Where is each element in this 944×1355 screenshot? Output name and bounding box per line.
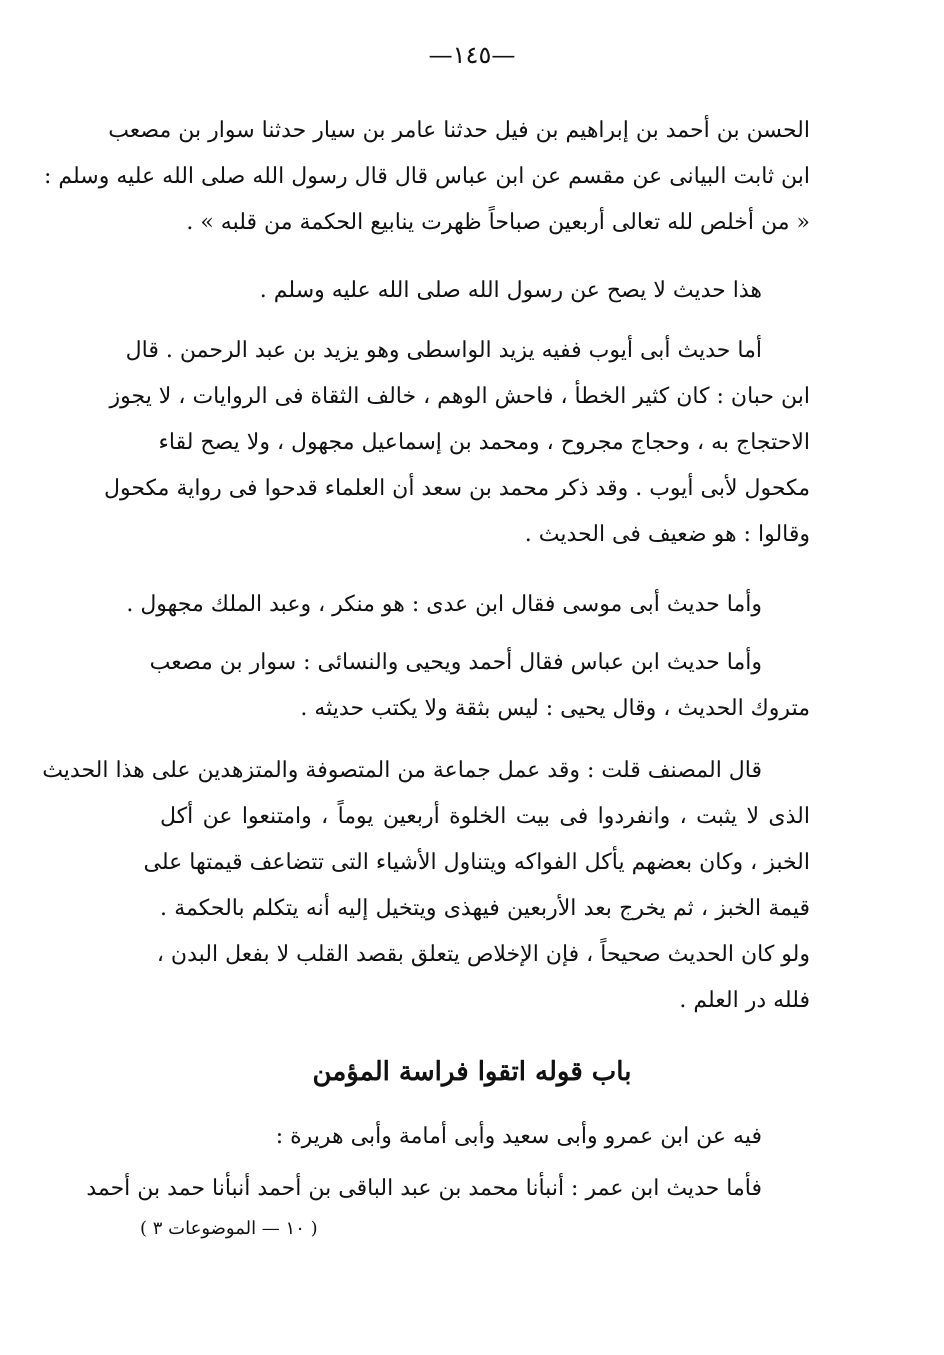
page-number: —١٤٥— [428,41,516,69]
text-line: فيه عن ابن عمرو وأبى سعيد وأبى أمامة وأبى هريرة : [275,1124,762,1149]
text-line: هذا حديث لا يصح عن رسول الله صلى الله عليه وسلم . [259,278,762,303]
text-line: مكحول لأبى أيوب . وقد ذكر محمد بن سعد أن العلماء قدحوا فى رواية مكحول [103,476,810,501]
text-line: قال المصنف قلت : وقد عمل جماعة من المتصوفة والمتزهدين على هذا الحديث [42,758,762,783]
musannif-paragraph [42,748,810,1024]
footer-signature: ( ١٠ — الموضوعات ٣ ) [140,1218,318,1239]
text-line: وأما حديث ابن عباس فقال أحمد ويحيى والنسائى : سوار بن مصعب [149,650,762,675]
abbas-paragraph [149,640,810,732]
text-line: ولو كان الحديث صحيحاً ، فإن الإخلاص يتعلق بقصد القلب لا بفعل البدن ، [156,942,810,967]
text-line: وأما حديث أبى موسى فقال ابن عدى : هو منكر ، وعبد الملك مجهول . [126,592,762,617]
text-line: ابن ثابت البيانى عن مقسم عن ابن عباس قال قال رسول الله صلى الله عليه وسلم : [43,164,810,189]
text-line: ابن حبان : كان كثير الخطأ ، فاحش الوهم ، خالف الثقاة فى الروايات ، لا يجوز [109,384,810,409]
ayyub-paragraph [103,328,810,558]
text-line: فلله در العلم . [679,988,810,1013]
text-line: أما حديث أبى أيوب ففيه يزيد الواسطى وهو يزيد بن عبد الرحمن . قال [125,338,762,363]
chapter-heading: باب قوله اتقوا فراسة المؤمن [312,1057,632,1087]
musa-paragraph [126,582,810,628]
text-line: « من أخلص لله تعالى أربعين صباحاً ظهرت ينابيع الحكمة من قلبه » . [186,210,810,235]
chapter-first-paragraph [86,1166,810,1212]
isnad-paragraph [43,108,810,246]
text-line: الخبز ، وكان بعضهم يأكل الفواكه ويتناول الأشياء التى تتضاعف قيمتها على [143,850,810,875]
text-line: الحسن بن أحمد بن إبراهيم بن فيل حدثنا عامر بن سيار حدثنا سوار بن مصعب [108,118,810,143]
text-line: الاحتجاج به ، وحجاج مجروح ، ومحمد بن إسماعيل مجهول ، ولا يصح لقاء [158,430,810,455]
verdict-paragraph [160,268,810,314]
text-line: قيمة الخبز ، ثم يخرج بعد الأربعين فيهذى ويتخيل إليه أنه يتكلم بالحكمة . [160,896,810,921]
text-line: متروك الحديث ، وقال يحيى : ليس بثقة ولا يكتب حديثه . [300,696,810,721]
text-line: الذى لا يثبت ، وانفردوا فى بيت الخلوة أربعين يوماً ، وامتنعوا عن أكل [160,804,810,829]
text-line: وقالوا : هو ضعيف فى الحديث . [524,522,810,547]
chapter-intro-paragraph [160,1114,810,1160]
text-line: فأما حديث ابن عمر : أنبأنا محمد بن عبد الباقى بن أحمد أنبأنا حمد بن أحمد [86,1176,762,1201]
